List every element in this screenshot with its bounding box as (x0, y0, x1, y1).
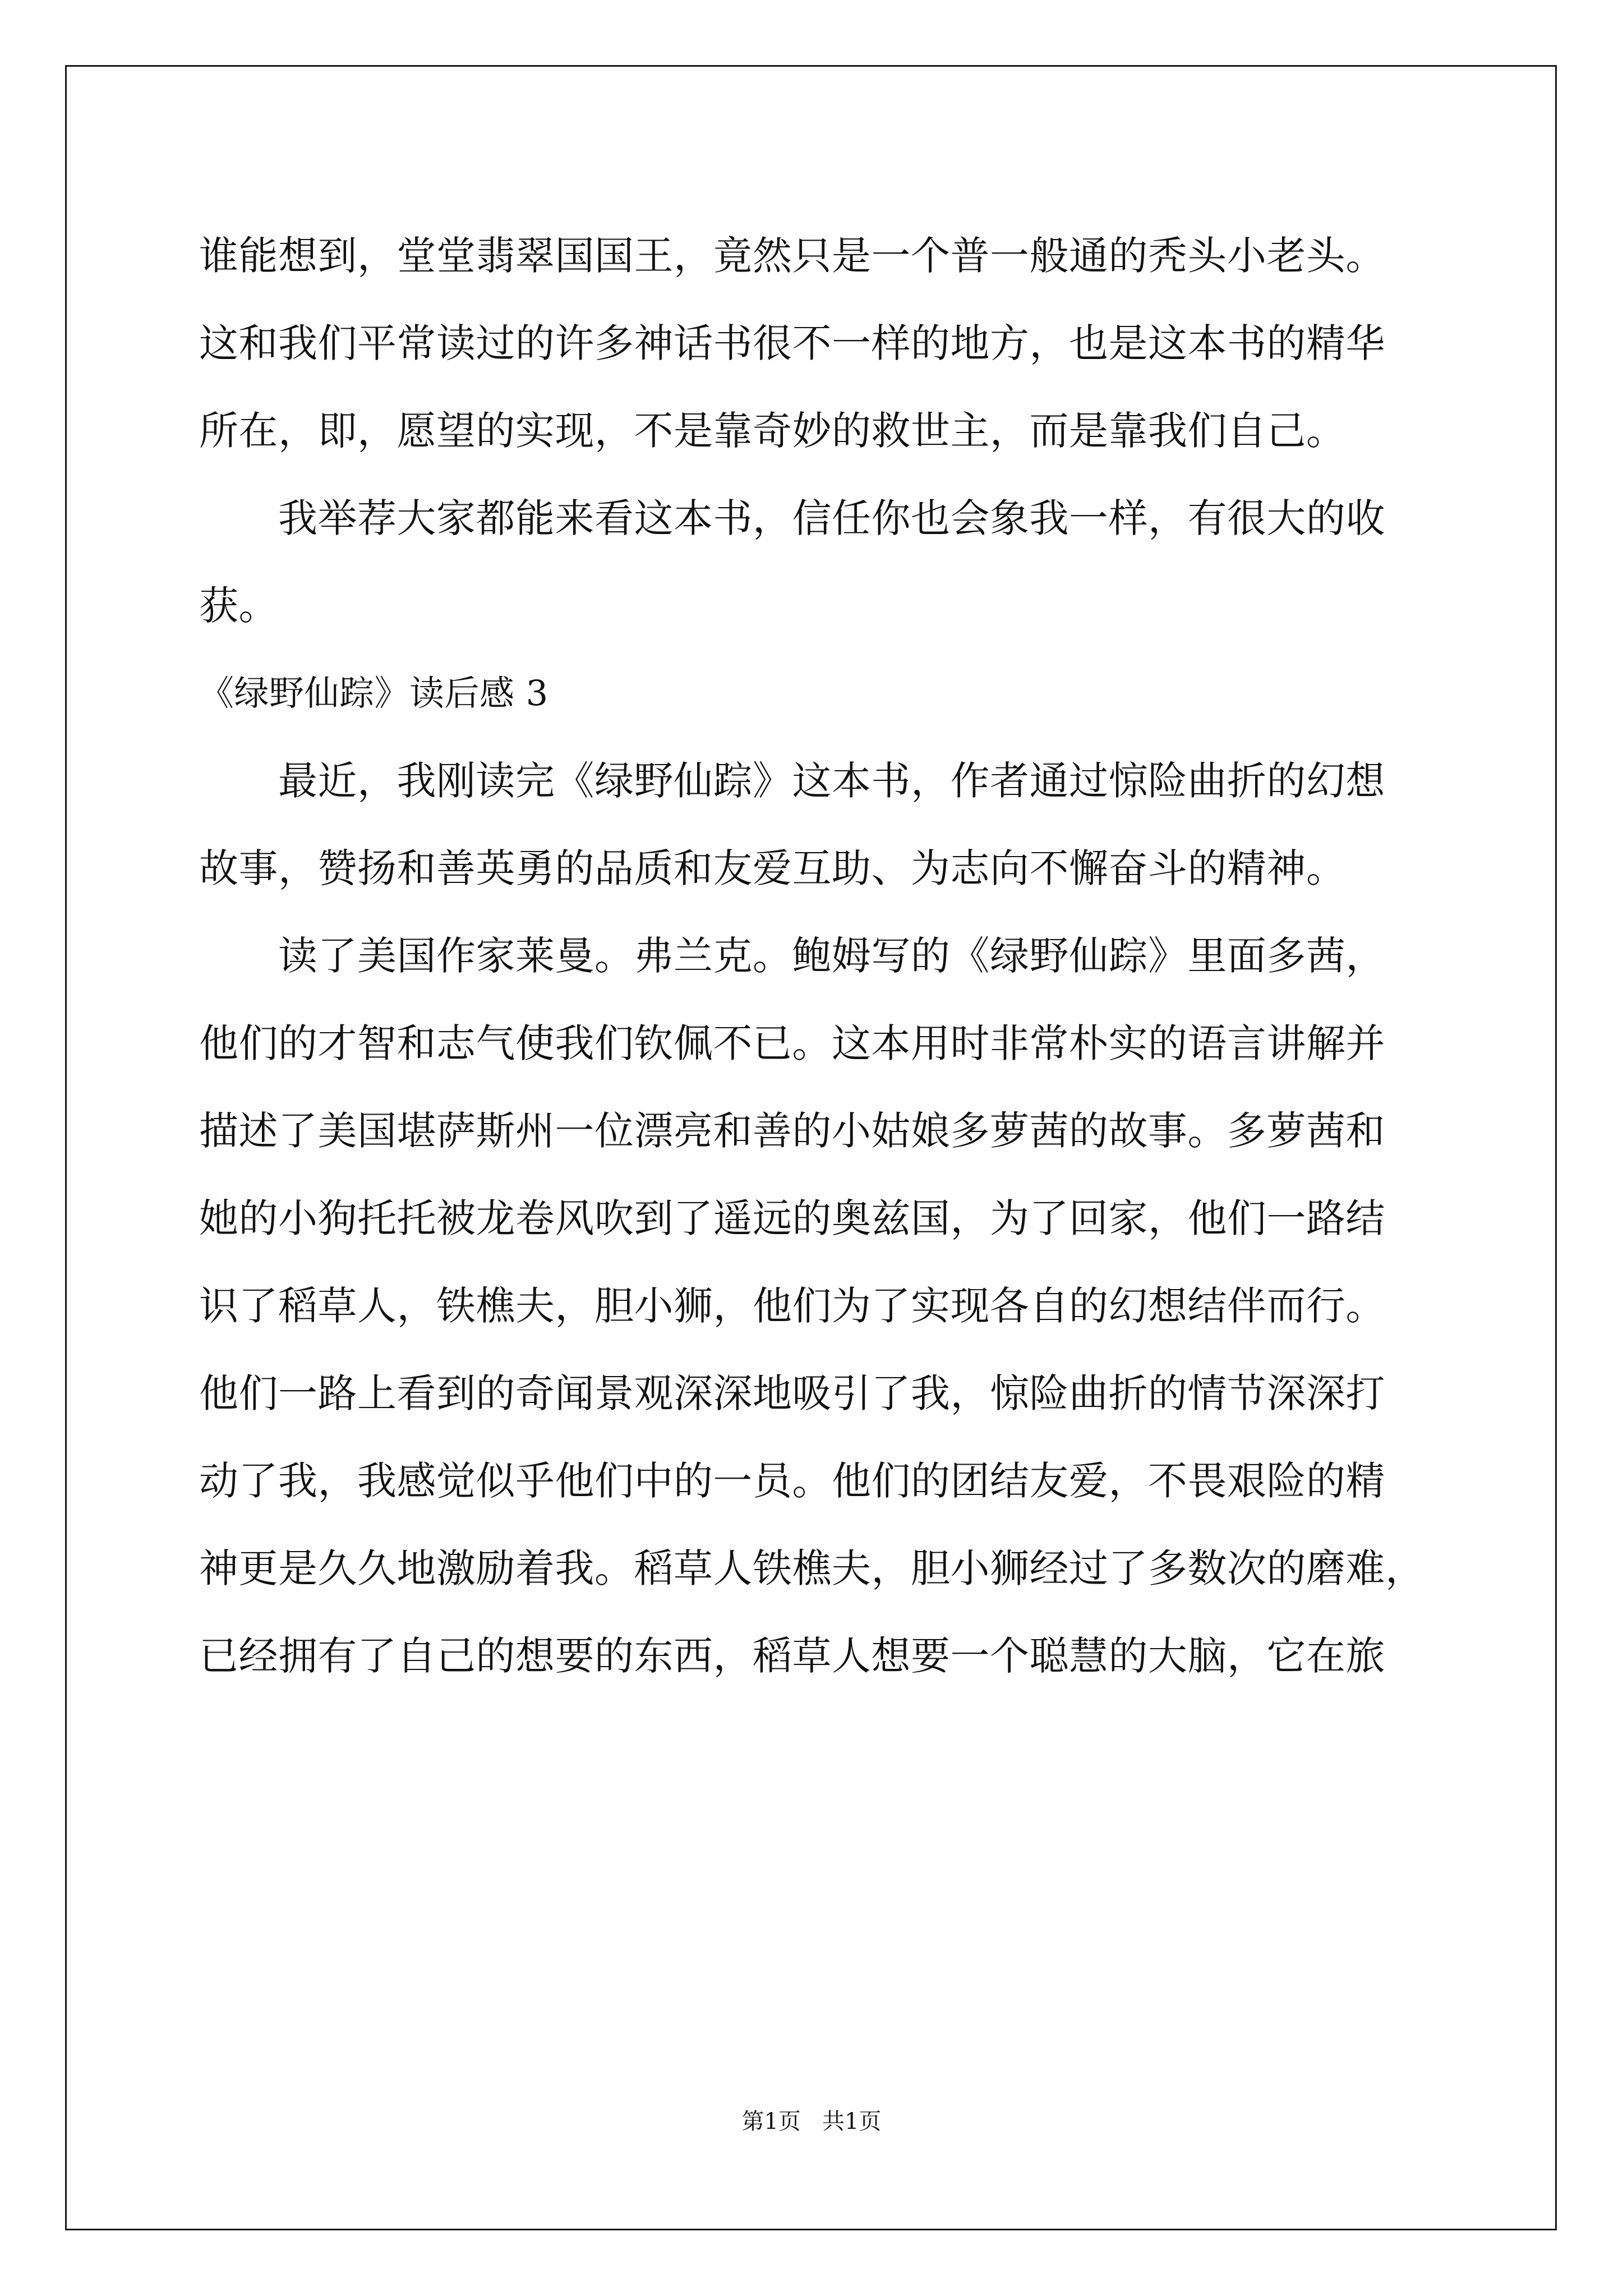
text-line: 识了稻草人，铁樵夫，胆小狮，他们为了实现各自的幻想结伴而行。 (199, 1283, 1385, 1329)
text-line: 我举荐大家都能来看这本书，信任你也会象我一样，有很大的收 (199, 495, 1385, 541)
text-line: 描述了美国堪萨斯州一位漂亮和善的小姑娘多萝茜的故事。多萝茜和 (199, 1108, 1385, 1154)
text-line: 所在，即，愿望的实现，不是靠奇妙的救世主，而是靠我们自己。 (199, 408, 1346, 454)
text-line: 最近，我刚读完《绿野仙踪》这本书，作者通过惊险曲折的幻想 (199, 758, 1385, 804)
text-line: 故事，赞扬和善英勇的品质和友爱互助、为志向不懈奋斗的精神。 (199, 845, 1346, 891)
text-line: 获。 (199, 583, 278, 629)
section-heading: 《绿野仙踪》读后感 3 (199, 673, 548, 714)
text-line: 这和我们平常读过的许多神话书很不一样的地方，也是这本书的精华 (199, 320, 1385, 366)
text-line: 谁能想到，堂堂翡翠国国王，竟然只是一个普一般通的秃头小老头。 (199, 233, 1385, 279)
page-footer: 第1页 共1页 (741, 2109, 882, 2134)
document-body (199, 212, 1438, 1700)
text-line: 读了美国作家莱曼。弗兰克。鲍姆写的《绿野仙踪》里面多茜， (199, 933, 1385, 979)
text-line: 他们的才智和志气使我们钦佩不已。这本用时非常朴实的语言讲解并 (199, 1020, 1385, 1066)
text-line: 已经拥有了自己的想要的东西，稻草人想要一个聪慧的大脑，它在旅 (199, 1633, 1385, 1679)
text-line: 她的小狗托托被龙卷风吹到了遥远的奥兹国，为了回家，他们一路结 (199, 1195, 1385, 1241)
text-line: 动了我，我感觉似乎他们中的一员。他们的团结友爱，不畏艰险的精 (199, 1458, 1385, 1504)
text-line: 他们一路上看到的奇闻景观深深地吸引了我，惊险曲折的情节深深打 (199, 1370, 1385, 1416)
text-line: 神更是久久地激励着我。稻草人铁樵夫，胆小狮经过了多数次的磨难， (199, 1545, 1425, 1591)
